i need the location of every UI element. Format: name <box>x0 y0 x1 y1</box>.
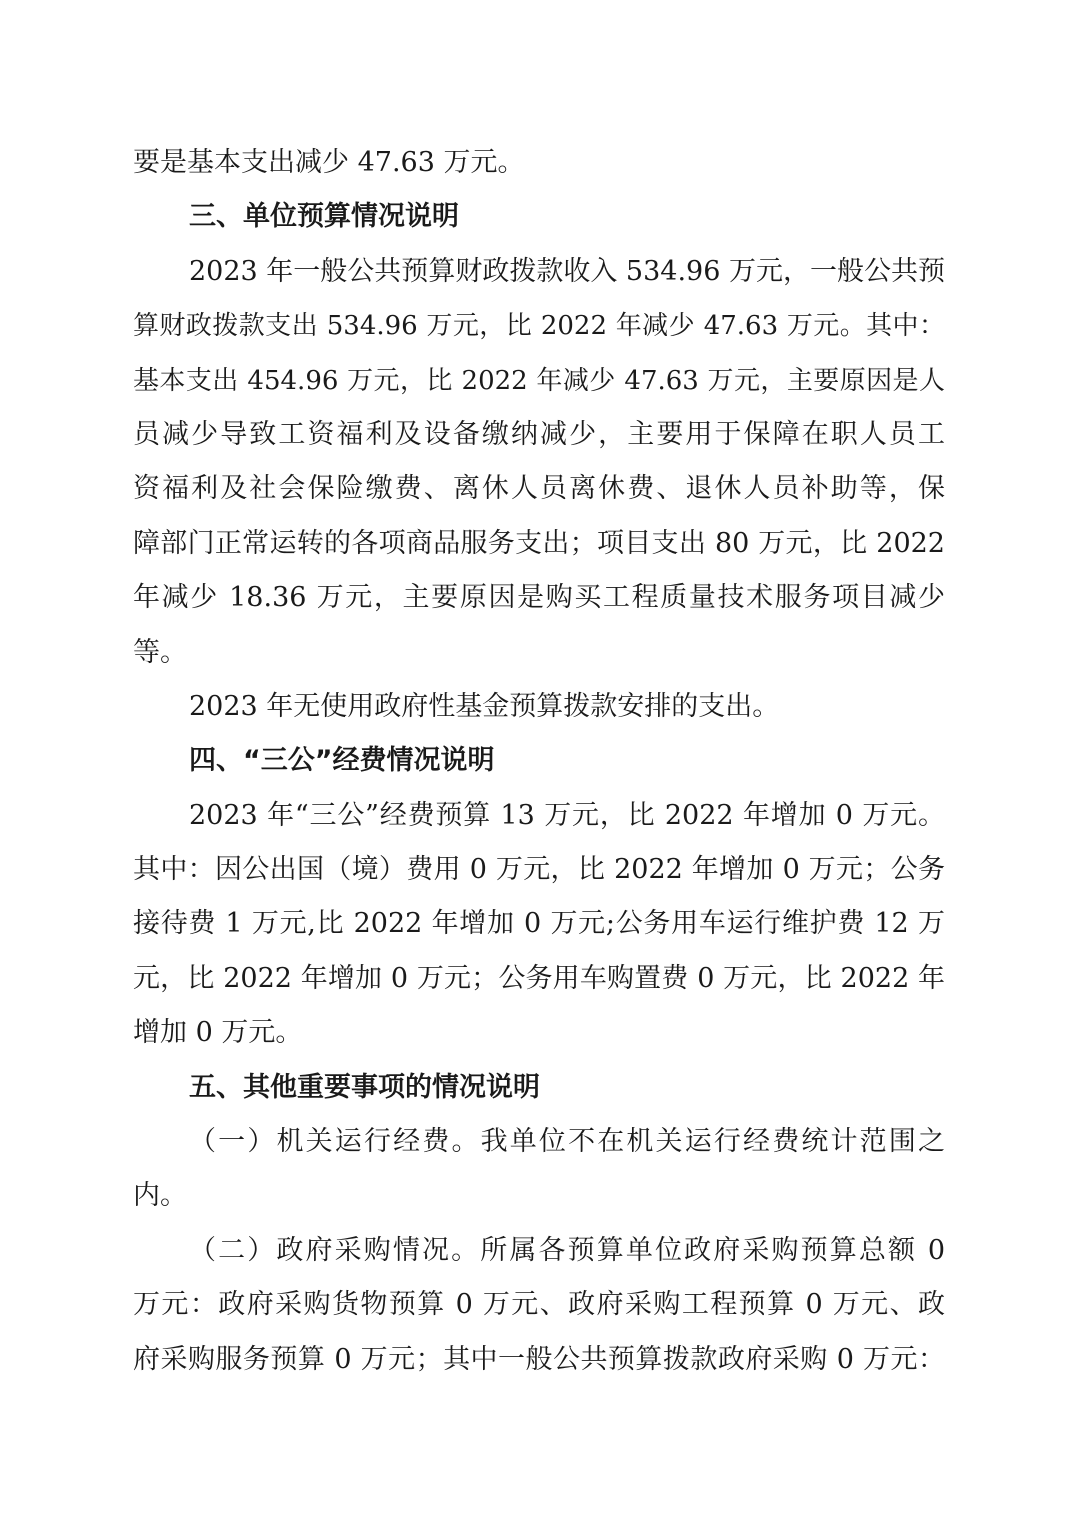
paragraph-line: 2023 年“三公”经费预算 13 万元，比 2022 年增加 0 万元。 <box>189 799 945 831</box>
paragraph-line: （一）机关运行经费。我单位不在机关运行经费统计范围之 <box>189 1126 945 1158</box>
section-heading-unit-budget: 三、单位预算情况说明 <box>189 201 459 233</box>
section-heading-other-matters: 五、其他重要事项的情况说明 <box>189 1071 540 1103</box>
paragraph-line: 2023 年无使用政府性基金预算拨款安排的支出。 <box>189 690 780 722</box>
paragraph-line: 万元：政府采购货物预算 0 万元、政府采购工程预算 0 万元、政 <box>133 1289 945 1321</box>
paragraph-line: 算财政拨款支出 534.96 万元，比 2022 年减少 47.63 万元。其中： <box>133 311 945 342</box>
paragraph-line: 资福利及社会保险缴费、离休人员离休费、退休人员补助等，保 <box>133 473 945 505</box>
paragraph-line: 其中：因公出国（境）费用 0 万元，比 2022 年增加 0 万元；公务 <box>133 854 945 886</box>
paragraph-line: 障部门正常运转的各项商品服务支出；项目支出 80 万元，比 2022 <box>133 527 945 559</box>
paragraph-line: 元，比 2022 年增加 0 万元；公务用车购置费 0 万元，比 2022 年 <box>133 962 945 994</box>
paragraph-line: 增加 0 万元。 <box>133 1017 303 1049</box>
document-body <box>133 136 945 1387</box>
paragraph-line: 内。 <box>133 1180 187 1212</box>
paragraph-line: （二）政府采购情况。所属各预算单位政府采购预算总额 0 <box>189 1234 945 1266</box>
paragraph-line: 府采购服务预算 0 万元；其中一般公共预算拨款政府采购 0 万元： <box>133 1343 945 1375</box>
paragraph-line: 等。 <box>133 636 187 668</box>
section-heading-three-public-funds: 四、“三公”经费情况说明 <box>189 745 495 777</box>
paragraph-line: 基本支出 454.96 万元，比 2022 年减少 47.63 万元，主要原因是人 <box>133 365 945 396</box>
paragraph-line: 2023 年一般公共预算财政拨款收入 534.96 万元，一般公共预 <box>189 255 945 287</box>
paragraph-line: 要是基本支出减少 47.63 万元。 <box>133 147 525 178</box>
paragraph-line: 接待费 1 万元,比 2022 年增加 0 万元;公务用车运行维护费 12 万 <box>133 908 945 940</box>
paragraph-line: 员减少导致工资福利及设备缴纳减少，主要用于保障在职人员工 <box>133 418 945 450</box>
paragraph-line: 年减少 18.36 万元，主要原因是购买工程质量技术服务项目减少 <box>133 582 945 614</box>
